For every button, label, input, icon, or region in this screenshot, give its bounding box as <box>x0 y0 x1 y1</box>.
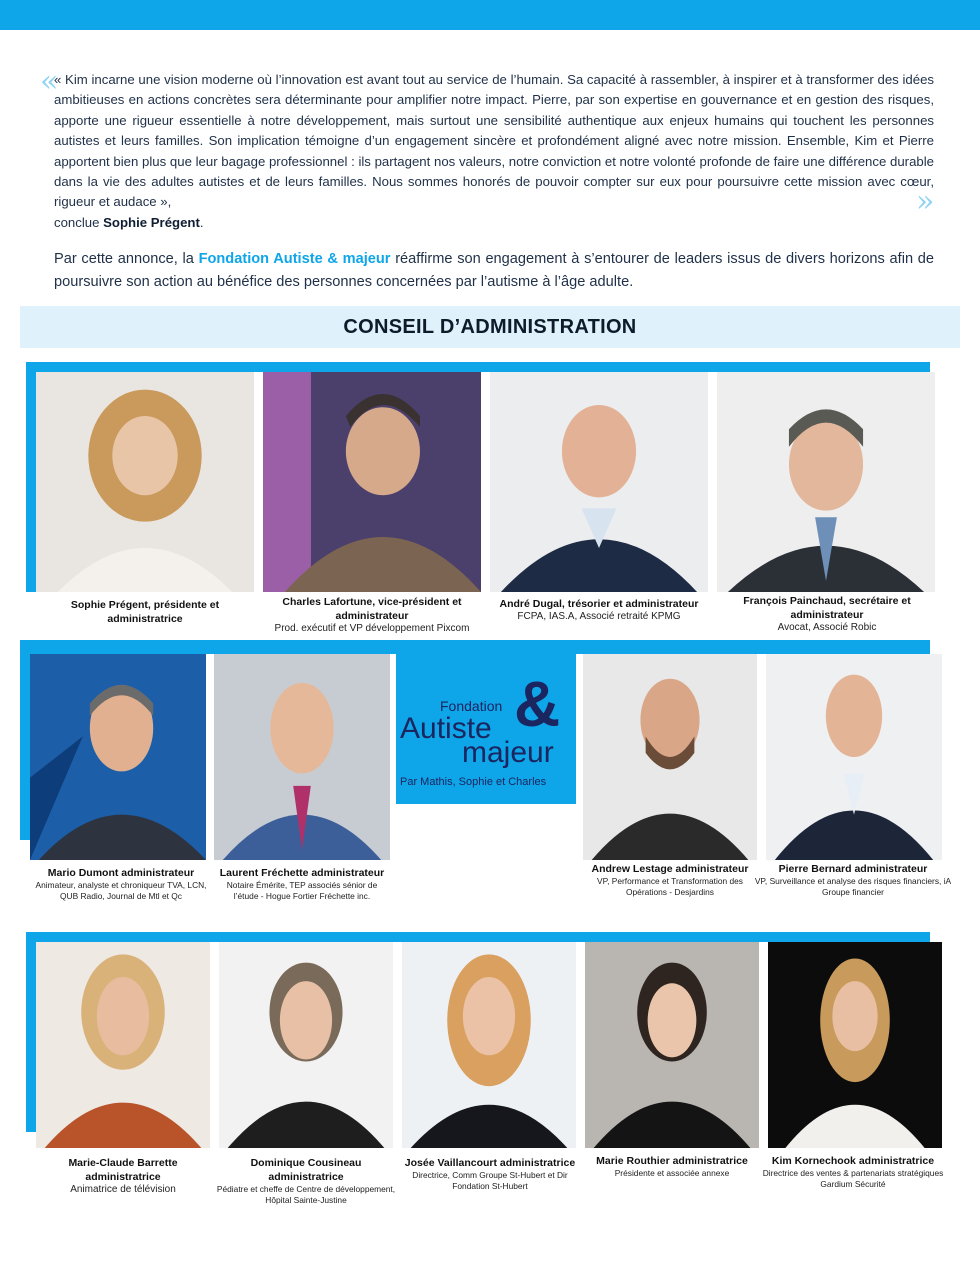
row2-band-left <box>20 640 30 840</box>
member-name: Kim Kornechook administratrice <box>771 1155 935 1167</box>
member-name: Pierre Bernard administrateur <box>778 863 928 875</box>
announce-org-link: Fondation Autiste & majeur <box>198 251 391 267</box>
caption-andrew-lestage <box>583 862 757 897</box>
top-accent-bar <box>0 0 980 30</box>
logo-fondation: Fondation <box>440 698 503 714</box>
caption-pierre-bernard <box>750 862 956 897</box>
quote-text: « Kim incarne une vision moderne où l’innovation est avant tout au service de l’humain. Sa capacité à rassembler, à inspirer et à transformer des idées ambitieuses en actions concrètes sera déterminante pour amplifier notre impact. Pierre, par son expertise en gouvernance et en gestion des risques, apporte une rigueur essentielle à notre développement, mais surtout une sensibilité authentique aux enjeux humains qui touchent les personnes autistes et leurs familles. Son implication témoigne d’un engagement sincère et profondément aligné avec notre mission. Ensemble, Kim et Pierre apportent bien plus que leur bagage professionnel : ils partagent nos valeurs, notre conviction et notre volonté profonde de faire une différence durable dans la vie des adultes autistes et de leurs familles. Nous sommes honorés de pouvoir compter sur eux pour poursuivre cette mission avec cœur, rigueur et audace », <box>54 72 934 210</box>
photo-josee-vaillancourt <box>402 942 576 1148</box>
caption-marie-claude-barrette <box>30 1156 216 1197</box>
announce-after: réaffirme son engagement à s’entourer de leaders issus de divers horizons afin de poursuivre son action au bénéfice des personnes concernées par l’autisme à l’âge adulte. <box>54 251 935 290</box>
row1-band <box>26 362 930 372</box>
member-name: Andrew Lestage administrateur <box>591 863 749 875</box>
member-name: André Dugal, trésorier et administrateur <box>499 598 699 610</box>
quote-outro: conclue <box>54 214 100 230</box>
member-role: Animatrice de télévision <box>70 1184 176 1195</box>
fondation-logo <box>396 654 576 804</box>
section-title: CONSEIL D’ADMINISTRATION <box>343 315 637 338</box>
member-role: Présidente et associée annexe <box>614 1168 730 1178</box>
member-name: Marie-Claude Barrette administratrice <box>68 1157 178 1183</box>
caption-andre-dugal <box>490 597 708 624</box>
logo-tagline: Par Mathis, Sophie et Charles <box>400 776 547 788</box>
section-banner <box>20 306 960 348</box>
photo-mario-dumont <box>30 654 206 860</box>
member-role: FCPA, IAS.A, Associé retraité KPMG <box>517 611 681 622</box>
member-role: Pédiatre et cheffe de Centre de développement, Hôpital Sainte-Justine <box>216 1184 396 1205</box>
photo-marie-claude-barrette <box>36 942 210 1148</box>
member-role: Notaire Émérite, TEP associés sénior de l’étude - Hogue Fortier Fréchette inc. <box>226 880 378 901</box>
row1-band-left <box>26 362 36 592</box>
quote-end: . <box>199 214 204 230</box>
member-role: Animateur, analyste et chroniqueur TVA, LCN, QUB Radio, Journal de Mtl et Qc <box>35 880 207 901</box>
member-name: Dominique Cousineau administratrice <box>250 1157 362 1183</box>
caption-laurent-frechette <box>214 866 390 901</box>
member-name: Marie Routhier administratrice <box>596 1155 748 1167</box>
photo-sophie-pregent <box>36 372 254 592</box>
member-name: Josée Vaillancourt administratrice <box>404 1157 576 1169</box>
member-name: Sophie Prégent, présidente et administratrice <box>70 599 220 625</box>
caption-kim-kornechook <box>750 1154 956 1189</box>
member-role: VP, Surveillance et analyse des risques financiers, iA Groupe financier <box>754 876 952 897</box>
row3-band <box>26 932 930 942</box>
logo-autiste: Autiste <box>400 712 492 745</box>
photo-andre-dugal <box>490 372 708 592</box>
caption-marie-routhier <box>592 1154 752 1179</box>
caption-sophie-pregent <box>40 598 250 626</box>
caption-dominique-cousineau <box>214 1156 398 1205</box>
logo-ampersand: & <box>514 668 561 740</box>
logo-majeur: majeur <box>462 736 554 769</box>
row2-band <box>20 640 930 654</box>
open-quote-icon: « <box>40 64 59 99</box>
member-name: François Painchaud, secrétaire et administrateur <box>743 595 911 621</box>
photo-francois-painchaud <box>717 372 935 592</box>
row3-band-left <box>26 932 36 1132</box>
caption-francois-painchaud <box>722 594 932 635</box>
announcement-paragraph <box>54 248 934 294</box>
member-role: Avocat, Associé Robic <box>777 622 877 633</box>
quote-paragraph <box>54 70 934 233</box>
member-role: Directrice, Comm Groupe St-Hubert et Dir Fondation St-Hubert <box>412 1170 568 1191</box>
photo-dominique-cousineau <box>219 942 393 1148</box>
member-name: Charles Lafortune, vice-président et administrateur <box>282 596 462 622</box>
photo-andrew-lestage <box>583 654 757 860</box>
caption-josee-vaillancourt <box>398 1156 582 1191</box>
caption-mario-dumont <box>26 866 216 901</box>
close-quote-icon: » <box>916 184 935 219</box>
member-name: Laurent Fréchette administrateur <box>219 867 385 879</box>
quote-author: Sophie Prégent <box>103 214 200 230</box>
photo-charles-lafortune <box>263 372 481 592</box>
announce-before: Par cette annonce, la <box>54 251 199 267</box>
photo-marie-routhier <box>585 942 759 1148</box>
member-role: VP, Performance et Transformation des Opérations - Desjardins <box>596 876 743 897</box>
member-role: Directrice des ventes & partenariats stratégiques Gardium Sécurité <box>762 1168 944 1189</box>
member-name: Mario Dumont administrateur <box>47 867 195 879</box>
member-role: Prod. exécutif et VP développement Pixcom <box>274 623 470 634</box>
photo-pierre-bernard <box>766 654 942 860</box>
photo-kim-kornechook <box>768 942 942 1148</box>
caption-charles-lafortune <box>263 595 481 636</box>
photo-laurent-frechette <box>214 654 390 860</box>
